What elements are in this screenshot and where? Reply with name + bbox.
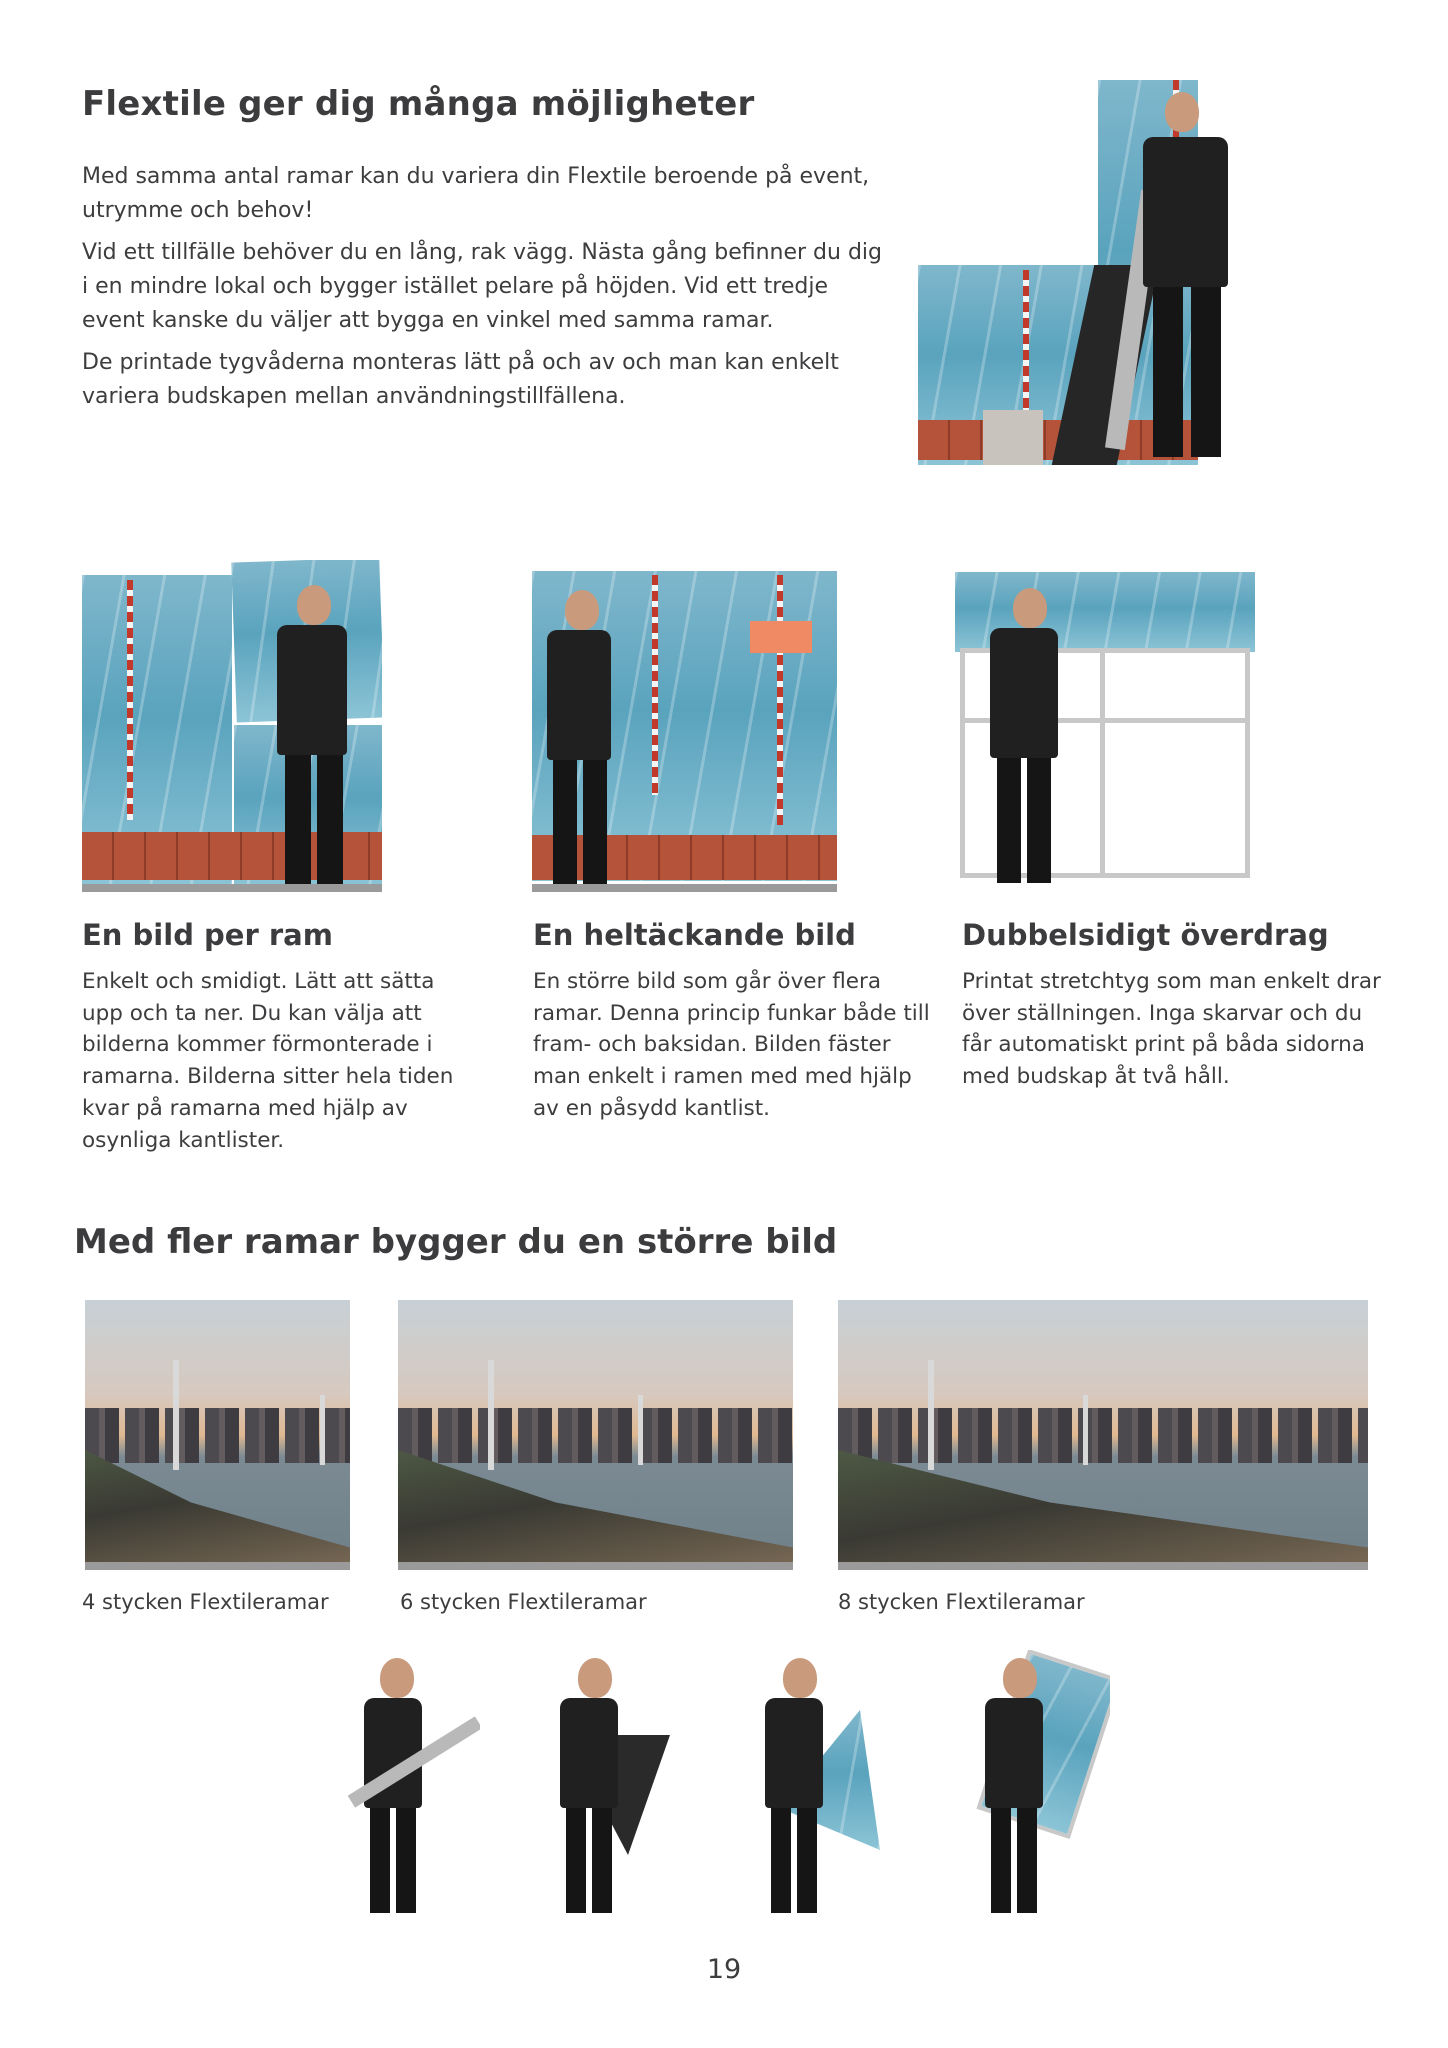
photo-full-coverage-image: [532, 565, 837, 892]
assembly-step-2-photo: [535, 1650, 675, 1925]
intro-paragraph: De printade tygvåderna monteras lätt på och av och man kan enkelt variera budskapen mellan användningstillfällena.: [82, 350, 839, 409]
intro-text: [82, 160, 882, 422]
photo-6-frames: [398, 1300, 793, 1570]
column-title: Dubbelsidigt överdrag: [962, 918, 1329, 952]
column-one-image-per-frame: [82, 918, 482, 1156]
assembly-step-4-photo: [960, 1650, 1110, 1925]
photo-8-frames: [838, 1300, 1368, 1570]
section-title: Med fler ramar bygger du en större bild: [74, 1222, 838, 1262]
caption-4-frames: 4 stycken Flextileramar: [82, 1590, 329, 1614]
intro-paragraph: Med samma antal ramar kan du variera din Flextile beroende på event, utrymme och behov!: [82, 164, 870, 223]
hero-photo: [918, 80, 1278, 490]
intro-paragraph: Vid ett tillfälle behöver du en lång, rak vägg. Nästa gång befinner du dig i en mindre lokal och bygger istället pelare på höjden. Vid ett tredje event kanske du väljer att bygga en vinkel med samma ramar.: [82, 240, 883, 333]
column-body: Enkelt och smidigt. Lätt att sätta upp och ta ner. Du kan välja att bilderna kommer förmonterade i ramarna. Bilderna sitter hela tiden kvar på ramarna med hjälp av osynliga kantlister.: [82, 969, 454, 1153]
page-number: 19: [706, 1954, 742, 1985]
photo-one-image-per-frame: [82, 560, 382, 892]
column-title: En heltäckande bild: [533, 918, 856, 952]
column-title: En bild per ram: [82, 918, 333, 952]
caption-8-frames: 8 stycken Flextileramar: [838, 1590, 1085, 1614]
page-title: Flextile ger dig många möjligheter: [82, 84, 755, 124]
column-body: Printat stretchtyg som man enkelt drar över ställningen. Inga skarvar och du får automatiskt print på båda sidorna med budskap åt två håll.: [962, 969, 1381, 1090]
column-body: En större bild som går över flera ramar. Denna princip funkar både till fram- och baksidan. Bilden fäster man enkelt i ramen med med hjälp av en påsydd kantlist.: [533, 969, 930, 1121]
photo-4-frames: [85, 1300, 350, 1570]
column-double-sided-cover: [962, 918, 1382, 1093]
assembly-step-3-photo: [740, 1650, 890, 1925]
caption-6-frames: 6 stycken Flextileramar: [400, 1590, 647, 1614]
photo-double-sided-cover: [955, 568, 1260, 890]
column-full-coverage-image: [533, 918, 933, 1125]
assembly-step-1-photo: [330, 1650, 480, 1925]
